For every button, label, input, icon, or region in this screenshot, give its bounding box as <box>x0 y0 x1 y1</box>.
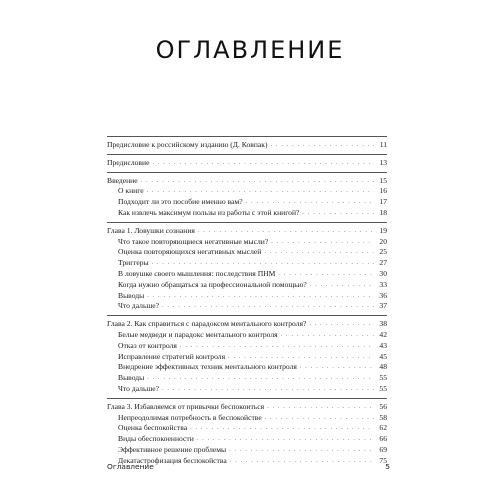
toc-page-number: 13 <box>379 157 387 167</box>
toc-subentry <box>107 330 387 341</box>
dot-leader <box>281 330 374 341</box>
toc-entry-label: В ловушке своего мышления: последствия ПНМ <box>118 268 276 278</box>
toc-entry-label: Триггеры <box>118 258 149 268</box>
toc-subentry <box>107 341 387 352</box>
toc-page-number: 27 <box>379 258 387 268</box>
toc-page-number: 45 <box>379 351 387 361</box>
dot-leader <box>228 352 374 363</box>
toc-section <box>107 172 387 222</box>
toc-page-number: 42 <box>379 329 387 339</box>
dot-leader <box>271 237 374 248</box>
toc-page-number: 19 <box>379 225 387 235</box>
dot-leader <box>197 434 374 445</box>
toc-page-number: 15 <box>379 175 387 185</box>
toc-section <box>107 398 387 470</box>
page-number: 5 <box>385 462 390 471</box>
toc-page-number: 20 <box>379 236 387 246</box>
dot-leader <box>265 413 374 424</box>
toc-subentry <box>107 384 387 395</box>
toc-page-number: 11 <box>379 140 387 149</box>
toc-entry-label: Оценка повторяющихся негативных мыслей <box>118 247 262 257</box>
toc-entry-label: Оценка беспокойства <box>118 423 188 433</box>
toc-entry-label: Глава 1. Ловушки сознания <box>107 225 195 235</box>
dot-leader <box>147 186 374 197</box>
toc-page-number: 38 <box>379 319 387 329</box>
toc-subentry <box>107 362 387 373</box>
toc-subentry <box>107 208 387 219</box>
toc-entry-label: Выводы <box>118 373 145 383</box>
toc-page-number: 66 <box>379 434 387 444</box>
toc-page-number: 75 <box>379 455 387 465</box>
toc-subentry <box>107 434 387 445</box>
toc-subentry <box>107 186 387 197</box>
toc-page-number: 56 <box>379 401 387 411</box>
toc-page-number: 55 <box>379 383 387 393</box>
toc-entry <box>107 140 387 151</box>
toc-page-number: 36 <box>379 290 387 300</box>
toc-entry-label: Декатастрофизация беспокойства <box>118 455 227 465</box>
toc-page-number: 58 <box>379 412 387 422</box>
toc-section <box>107 154 387 172</box>
toc-entry-label: Что такое повторяющиеся негативные мысли? <box>118 236 269 246</box>
page-title: ОГЛАВЛЕНИЕ <box>155 36 345 64</box>
dot-leader <box>310 280 374 291</box>
toc-page-number: 43 <box>379 340 387 350</box>
toc-entry-label: Эффективное решение проблемы <box>118 444 227 454</box>
toc-subentry <box>107 197 387 208</box>
toc-section <box>107 136 387 154</box>
toc-page-number: 69 <box>379 444 387 454</box>
toc-subentry <box>107 445 387 456</box>
toc-subentry <box>107 237 387 248</box>
toc-page-number: 33 <box>379 279 387 289</box>
toc-entry-label: Что дальше? <box>118 301 159 311</box>
toc-subentry <box>107 280 387 291</box>
dot-leader <box>147 291 374 302</box>
toc-page-number: 17 <box>379 197 387 207</box>
dot-leader <box>180 341 374 352</box>
toc-entry-label: Что дальше? <box>118 383 159 393</box>
dot-leader <box>230 456 374 467</box>
toc-entry-label: Введение <box>107 175 138 185</box>
toc-page-number: 30 <box>379 268 387 278</box>
toc-entry <box>107 226 387 237</box>
toc-page-number: 62 <box>379 423 387 433</box>
toc-subentry <box>107 291 387 302</box>
dot-leader <box>229 445 374 456</box>
dot-leader <box>267 402 374 413</box>
toc-page-number: 25 <box>379 247 387 257</box>
dot-leader <box>246 197 374 208</box>
dot-leader <box>302 208 374 219</box>
toc-entry-label: Виды обеспокоенности <box>118 434 194 444</box>
toc-entry <box>107 176 387 187</box>
dot-leader <box>264 247 374 258</box>
dot-leader <box>147 373 374 384</box>
toc-subentry <box>107 423 387 434</box>
toc-entry-label: Предисловие к российскому изданию (Д. Ковпак) <box>107 140 268 149</box>
dot-leader <box>271 140 374 151</box>
toc-subentry <box>107 352 387 363</box>
dot-leader <box>141 176 374 187</box>
toc-subentry <box>107 413 387 424</box>
toc-entry-label: Отказ от контроля <box>118 340 177 350</box>
toc-subentry <box>107 247 387 258</box>
dot-leader <box>300 362 374 373</box>
dot-leader <box>278 269 374 280</box>
dot-leader <box>309 319 374 330</box>
toc-subentry <box>107 301 387 312</box>
toc-entry <box>107 402 387 413</box>
toc-entry-label: Непреодолимая потребность в беспокойстве <box>118 412 262 422</box>
dot-leader <box>152 158 374 169</box>
toc-entry-label: Предисловие <box>107 157 150 167</box>
toc-page-number: 16 <box>379 186 387 196</box>
toc-subentry <box>107 269 387 280</box>
toc-entry-label: Когда нужно обращаться за профессиональной помощью? <box>118 279 307 289</box>
dot-leader <box>152 258 374 269</box>
toc-section <box>107 222 387 315</box>
toc-entry-label: Подходит ли это пособие именно вам? <box>118 197 243 207</box>
table-of-contents <box>107 136 387 470</box>
toc-page-number: 55 <box>379 373 387 383</box>
dot-leader <box>162 384 374 395</box>
toc-entry-label: Выводы <box>118 290 145 300</box>
toc-page-number: 37 <box>379 301 387 311</box>
dot-leader <box>190 423 374 434</box>
dot-leader <box>162 301 374 312</box>
toc-page-number: 48 <box>379 362 387 372</box>
toc-entry-label: Белые медведи и парадокс ментального контроля <box>118 329 278 339</box>
toc-entry <box>107 319 387 330</box>
toc-section <box>107 315 387 398</box>
toc-entry-label: Внедрение эффективных техник ментального контроля <box>118 362 297 372</box>
toc-entry-label: Как извлечь максимум пользы из работы с этой книгой? <box>118 207 300 217</box>
dot-leader <box>198 226 374 237</box>
toc-entry-label: Исправление стратегий контроля <box>118 351 226 361</box>
toc-entry-label: О книге <box>118 186 144 196</box>
running-title: Оглавление <box>107 462 154 471</box>
toc-entry-label: Глава 3. Избавляемся от привычки беспокоиться <box>107 401 265 411</box>
toc-subentry <box>107 258 387 269</box>
toc-page-number: 18 <box>379 207 387 217</box>
toc-entry <box>107 158 387 169</box>
toc-entry-label: Глава 2. Как справиться с парадоксом ментального контроля? <box>107 319 307 329</box>
toc-subentry <box>107 373 387 384</box>
